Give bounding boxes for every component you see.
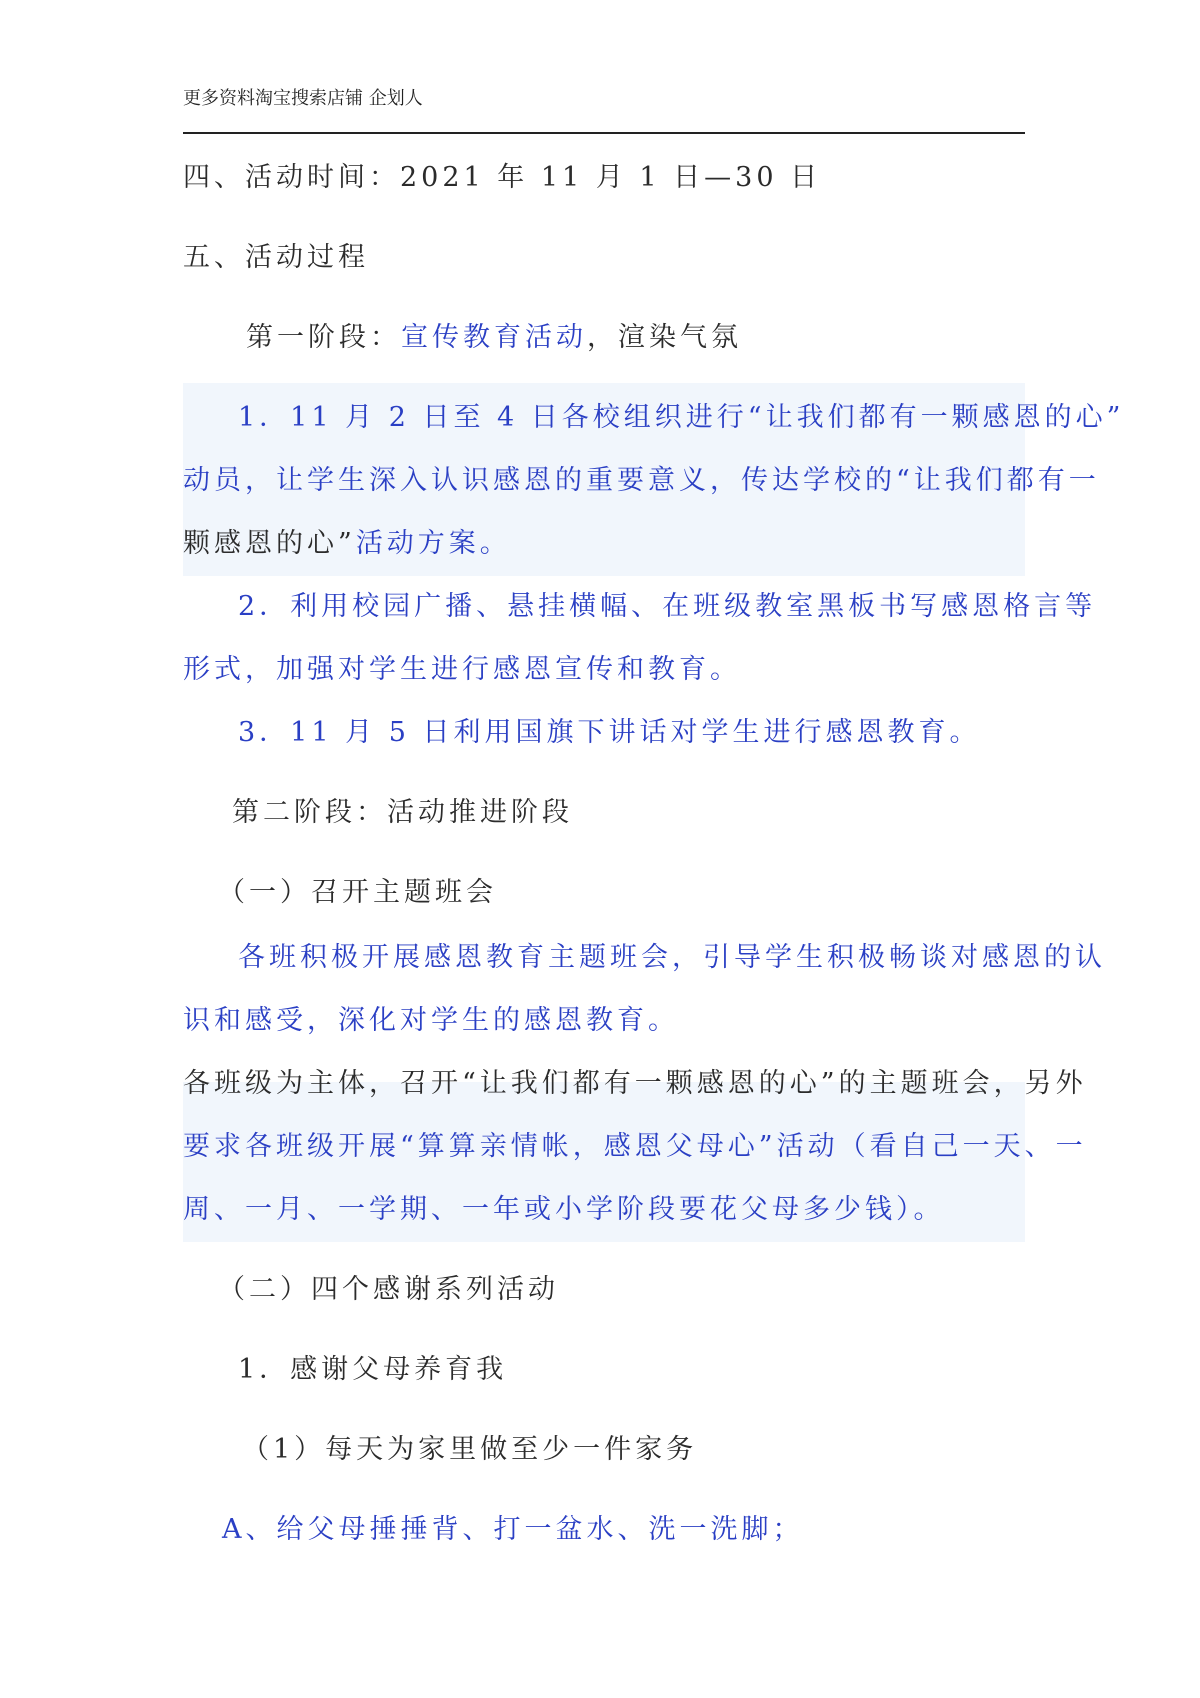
para1-line3b: 活动方案。 xyxy=(355,528,511,559)
subsection1-heading: （一）召开主题班会 xyxy=(218,877,497,908)
para2-line1: 2．利用校园广播、悬挂横幅、在班级教室黑板书写感恩格言等 xyxy=(238,591,1097,622)
para4-line1: 各班积极开展感恩教育主题班会，引导学生积极畅谈对感恩的认 xyxy=(238,942,1106,973)
para5-line1: 各班级为主体，召开“让我们都有一颗感恩的心”的主题班会，另外 xyxy=(183,1068,1087,1099)
para4-line2: 识和感受，深化对学生的感恩教育。 xyxy=(183,1005,679,1036)
stage2-heading: 第二阶段：活动推进阶段 xyxy=(232,797,573,828)
page-header: 更多资料淘宝搜索店铺 企划人 xyxy=(183,88,423,109)
stage1-suffix: ，渲染气氛 xyxy=(587,322,742,353)
item1-sub1: （1）每天为家里做至少一件家务 xyxy=(242,1434,698,1465)
stage1-prefix: 第一阶段： xyxy=(246,322,401,353)
para3-line1: 3．11 月 5 日利用国旗下讲话对学生进行感恩教育。 xyxy=(238,717,981,748)
para1-line2: 动员，让学生深入认识感恩的重要意义，传达学校的“让我们都有一 xyxy=(183,465,1100,496)
stage1-blue: 宣传教育活动 xyxy=(401,322,587,353)
para1-line3 xyxy=(183,524,1025,564)
subsection2-heading: （二）四个感谢系列活动 xyxy=(218,1274,559,1305)
para5-line3: 周、一月、一学期、一年或小学阶段要花父母多少钱）。 xyxy=(183,1194,945,1225)
itemA: A、给父母捶捶背、打一盆水、洗一洗脚； xyxy=(222,1514,804,1545)
para1-line3a: 颗感恩的心” xyxy=(183,528,356,559)
para2-line2: 形式，加强对学生进行感恩宣传和教育。 xyxy=(183,654,741,685)
activity-time: 四、活动时间：2021 年 11 月 1 日—30 日 xyxy=(183,162,822,193)
para1-line1: 1．11 月 2 日至 4 日各校组织进行“让我们都有一颗感恩的心” xyxy=(238,402,1125,433)
item1-heading: 1．感谢父母养育我 xyxy=(238,1354,508,1385)
stage1-heading xyxy=(246,318,1026,358)
para5-line2: 要求各班级开展“算算亲情帐，感恩父母心”活动（看自己一天、一 xyxy=(183,1131,1087,1162)
header-divider xyxy=(183,132,1025,134)
activity-process-heading: 五、活动过程 xyxy=(183,242,369,273)
